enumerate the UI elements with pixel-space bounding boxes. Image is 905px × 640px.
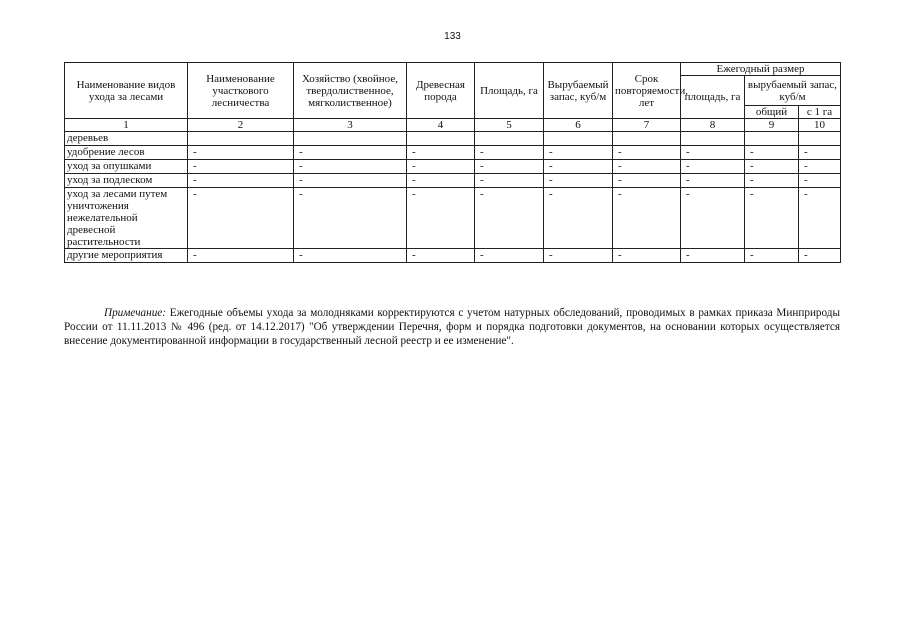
column-number: 9 — [745, 119, 799, 132]
table-cell: - — [294, 249, 407, 263]
table-row — [65, 249, 841, 263]
table-cell: - — [188, 249, 294, 263]
table-cell: - — [475, 188, 544, 249]
header-total: общий — [745, 106, 799, 119]
row-label: уход за подлеском — [65, 174, 188, 188]
table-cell — [294, 132, 407, 146]
header-forestry: Наименование участкового лесничества — [188, 63, 294, 119]
row-label: деревьев — [65, 132, 188, 146]
table-row — [65, 146, 841, 160]
footnote — [64, 306, 840, 348]
table-cell: - — [475, 146, 544, 160]
table-cell: - — [745, 174, 799, 188]
header-felled-stock: Вырубаемый запас, куб/м — [544, 63, 613, 119]
table-cell: - — [544, 249, 613, 263]
table-cell: - — [188, 146, 294, 160]
header-annual-size: Ежегодный размер — [681, 63, 841, 76]
table-cell: - — [681, 146, 745, 160]
table-cell: - — [681, 160, 745, 174]
table-row — [65, 174, 841, 188]
table-cell: - — [613, 249, 681, 263]
table-cell — [475, 132, 544, 146]
column-number: 5 — [475, 119, 544, 132]
table-cell: - — [475, 249, 544, 263]
row-label: удобрение лесов — [65, 146, 188, 160]
column-number-row — [65, 119, 841, 132]
table-cell: - — [407, 146, 475, 160]
table-cell — [407, 132, 475, 146]
row-label: уход за лесами путем уничтожения нежелательной древесной растительности — [65, 188, 188, 249]
table-row — [65, 188, 841, 249]
header-repeat-period: Срок повторяемости, лет — [613, 63, 681, 119]
table-cell: - — [799, 146, 841, 160]
table-cell — [544, 132, 613, 146]
column-number: 1 — [65, 119, 188, 132]
table-cell: - — [475, 160, 544, 174]
table-cell: - — [294, 174, 407, 188]
header-care-type: Наименование видов ухода за лесами — [65, 63, 188, 119]
header-economy: Хозяйство (хвойное, твердолиственное, мягколиственное) — [294, 63, 407, 119]
forest-care-table — [64, 62, 841, 263]
table-cell: - — [188, 160, 294, 174]
table-cell: - — [188, 188, 294, 249]
table-cell: - — [613, 174, 681, 188]
table-cell: - — [799, 174, 841, 188]
table-cell: - — [544, 188, 613, 249]
table-row — [65, 160, 841, 174]
table-cell: - — [613, 160, 681, 174]
table-cell: - — [745, 146, 799, 160]
row-label: уход за опушками — [65, 160, 188, 174]
row-label: другие мероприятия — [65, 249, 188, 263]
table-cell: - — [294, 146, 407, 160]
page-number: 133 — [444, 31, 461, 42]
column-number: 4 — [407, 119, 475, 132]
table-cell: - — [407, 188, 475, 249]
table-cell — [188, 132, 294, 146]
table-row — [65, 132, 841, 146]
table-cell: - — [745, 160, 799, 174]
table-cell: - — [613, 188, 681, 249]
header-annual-area: площадь, га — [681, 76, 745, 119]
table-cell: - — [681, 249, 745, 263]
table-cell: - — [407, 174, 475, 188]
column-number: 6 — [544, 119, 613, 132]
table-cell: - — [681, 188, 745, 249]
footnote-lead: Примечание: — [104, 307, 166, 319]
column-number: 3 — [294, 119, 407, 132]
header-per-ha: с 1 га — [799, 106, 841, 119]
table-cell: - — [799, 160, 841, 174]
column-number: 7 — [613, 119, 681, 132]
table-cell — [613, 132, 681, 146]
table-cell: - — [799, 249, 841, 263]
table-cell: - — [475, 174, 544, 188]
header-species: Древесная порода — [407, 63, 475, 119]
table-cell: - — [799, 188, 841, 249]
footnote-text: Ежегодные объемы ухода за молодняками корректируются с учетом натурных обследований, проводимых в рамках приказа Минприроды России от 11.11.2013 № 496 (ред. от 14.12.2017) "Об утверждении Перечня, форм и порядка подготовки документов, на основании которых осуществляется внесение документированной информации в государственный лесной реестр и ее изменение". — [64, 307, 840, 347]
table-cell: - — [544, 174, 613, 188]
column-number: 10 — [799, 119, 841, 132]
table-cell: - — [294, 188, 407, 249]
column-number: 2 — [188, 119, 294, 132]
table-cell: - — [294, 160, 407, 174]
table-cell: - — [407, 249, 475, 263]
table-cell: - — [544, 146, 613, 160]
header-area: Площадь, га — [475, 63, 544, 119]
column-number: 8 — [681, 119, 745, 132]
table-cell: - — [544, 160, 613, 174]
table-cell: - — [681, 174, 745, 188]
table-cell: - — [188, 174, 294, 188]
table-cell — [681, 132, 745, 146]
table-cell — [745, 132, 799, 146]
table-cell: - — [745, 188, 799, 249]
header-annual-felled: вырубаемый запас, куб/м — [745, 76, 841, 106]
table-cell — [799, 132, 841, 146]
table-cell: - — [745, 249, 799, 263]
table-cell: - — [407, 160, 475, 174]
table-cell: - — [613, 146, 681, 160]
